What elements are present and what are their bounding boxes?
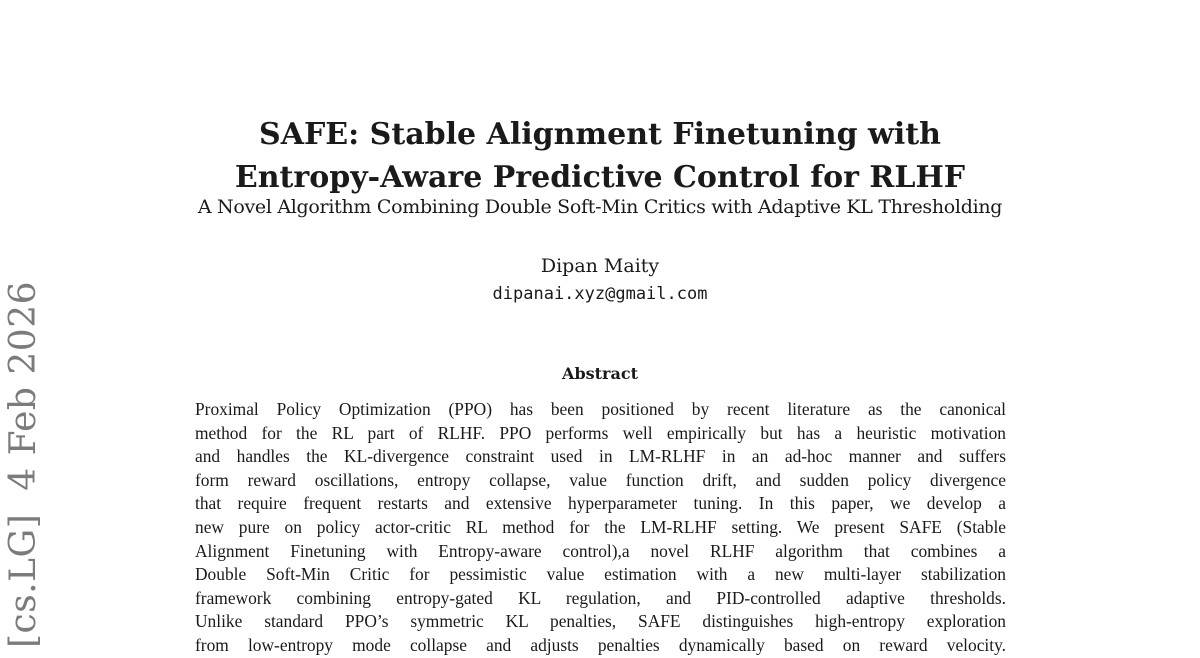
paper-title: [0, 113, 1200, 199]
arxiv-identifier-stamp: [3, 280, 44, 648]
abstract-line: Proximal Policy Optimization (PPO) has been positioned by recent literature as the canonical: [195, 399, 1006, 419]
author-name: Dipan Maity: [540, 255, 660, 277]
author-email: dipanai.xyz@gmail.com: [492, 284, 708, 304]
abstract-line: that require frequent restarts and extensive hyperparameter tuning. In this paper, we develop a: [195, 493, 1006, 514]
arxiv-date: 4 Feb 2026: [3, 280, 44, 491]
abstract-line: method for the RL part of RLHF. PPO performs well empirically but has a heuristic motivation: [195, 422, 1006, 443]
paper-title-line-1: SAFE: Stable Alignment Finetuning with: [259, 117, 941, 152]
paper-subtitle: A Novel Algorithm Combining Double Soft-Min Critics with Adaptive KL Thresholding: [197, 196, 1003, 218]
abstract-line: form reward oscillations, entropy collapse, value function drift, and sudden policy divergence: [195, 469, 1006, 490]
abstract-heading: Abstract: [562, 364, 638, 383]
abstract-line: framework combining entropy-gated KL regulation, and PID-controlled adaptive thresholds.: [195, 587, 1006, 608]
abstract-line: and handles the KL-divergence constraint used in LM-RLHF in an ad-hoc manner and suffers: [195, 446, 1006, 467]
abstract-line: new pure on policy actor-critic RL method for the LM-RLHF setting. We present SAFE (Stable: [195, 516, 1006, 537]
abstract-line: Alignment Finetuning with Entropy-aware control),a novel RLHF algorithm that combines a: [195, 540, 1006, 561]
abstract-line: Double Soft-Min Critic for pessimistic value estimation with a new multi-layer stabilization: [195, 564, 1006, 585]
paper-title-line-2: Entropy-Aware Predictive Control for RLHF: [234, 160, 966, 195]
abstract-body: [195, 398, 1006, 658]
abstract-line: from low-entropy mode collapse and adjusts penalties dynamically based on reward velocity.: [195, 634, 1006, 655]
arxiv-category: [cs.LG]: [3, 513, 44, 648]
abstract-line: Unlike standard PPO’s symmetric KL penalties, SAFE distinguishes high-entropy exploration: [195, 611, 1006, 632]
